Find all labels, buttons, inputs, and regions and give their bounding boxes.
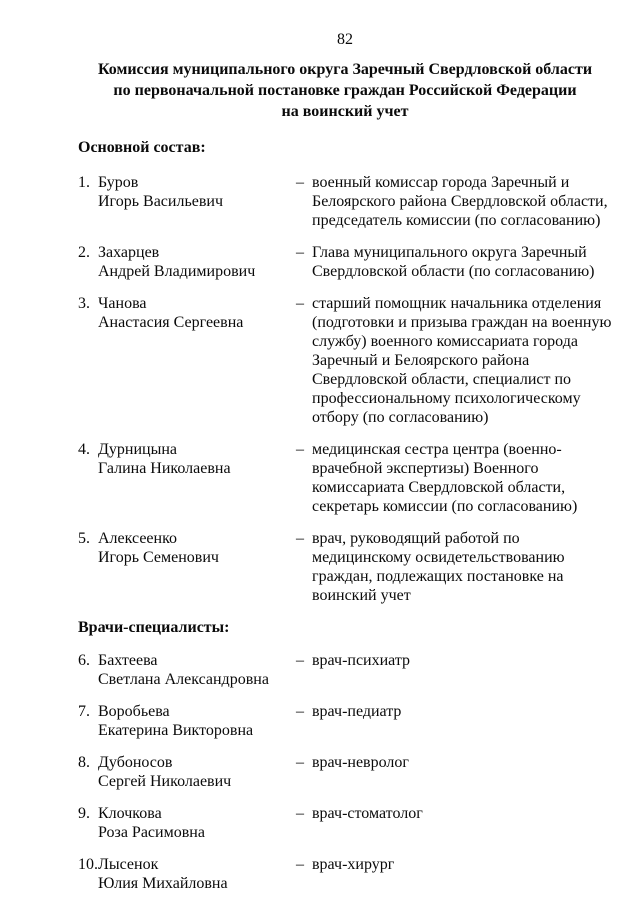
member-row — [78, 702, 612, 740]
member-number: 5. — [78, 530, 90, 547]
member-name — [98, 855, 296, 893]
section-heading-doctors: Врачи-специалисты: — [78, 619, 230, 636]
member-role: врач-педиатр — [312, 703, 402, 720]
dash-separator: – — [296, 244, 304, 261]
member-role: врач, руководящий работой по медицинскому освидетельствованию граждан, подлежащих постановке на воинский учет — [312, 530, 565, 604]
member-surname: Воробьева — [98, 703, 170, 720]
title-line-2: по первоначальной постановке граждан Российской Федерации — [113, 82, 577, 99]
member-number: 10. — [78, 856, 98, 873]
member-description — [296, 173, 612, 230]
member-list-doctors — [78, 651, 612, 893]
member-number: 7. — [78, 703, 90, 720]
member-name — [98, 173, 296, 230]
member-number: 3. — [78, 295, 90, 312]
member-role: врач-психиатр — [312, 652, 411, 669]
dash-separator: – — [296, 856, 304, 873]
member-description — [296, 440, 612, 516]
dash-separator: – — [296, 652, 304, 669]
member-given-names: Сергей Николаевич — [98, 773, 232, 790]
title-line-1: Комиссия муниципального округа Заречный Свердловской области — [97, 61, 593, 78]
member-role: врач-стоматолог — [312, 805, 423, 822]
member-name — [98, 440, 296, 516]
member-surname: Клочкова — [98, 805, 162, 822]
page-number: 82 — [337, 31, 353, 48]
member-given-names: Андрей Владимирович — [98, 263, 256, 280]
member-row — [78, 529, 612, 605]
member-number: 8. — [78, 754, 90, 771]
member-description — [296, 804, 612, 842]
member-surname: Алексеенко — [98, 530, 178, 547]
member-row — [78, 855, 612, 893]
dash-separator: – — [296, 441, 304, 458]
member-given-names: Екатерина Викторовна — [98, 722, 254, 739]
member-row — [78, 243, 612, 281]
member-description — [296, 529, 612, 605]
member-surname: Захарцев — [98, 244, 160, 261]
member-name — [98, 804, 296, 842]
document-title — [78, 59, 612, 122]
member-given-names: Юлия Михайловна — [98, 875, 228, 892]
member-description — [296, 753, 612, 791]
title-line-3: на воинский учет — [281, 103, 409, 120]
member-row — [78, 173, 612, 230]
section-main-staff — [78, 138, 612, 605]
member-description — [296, 243, 612, 281]
dash-separator: – — [296, 754, 304, 771]
member-number: 4. — [78, 441, 90, 458]
member-role: военный комиссар города Заречный и Белоярского района Свердловской области, председатель комиссии (по согласованию) — [312, 174, 608, 229]
member-surname: Лысенок — [98, 856, 159, 873]
member-name — [98, 294, 296, 427]
member-surname: Чанова — [98, 295, 147, 312]
member-number: 6. — [78, 652, 90, 669]
member-name — [98, 529, 296, 605]
section-heading-main-staff: Основной состав: — [78, 139, 206, 156]
member-surname: Буров — [98, 174, 139, 191]
member-number: 2. — [78, 244, 90, 261]
member-role: медицинская сестра центра (военно-врачебной экспертизы) Военного комиссариата Свердловской области, секретарь комиссии (по согласованию) — [312, 441, 578, 515]
member-row — [78, 753, 612, 791]
member-given-names: Анастасия Сергеевна — [98, 314, 244, 331]
member-number: 9. — [78, 805, 90, 822]
member-role: врач-невролог — [312, 754, 409, 771]
dash-separator: – — [296, 174, 304, 191]
member-surname: Бахтеева — [98, 652, 158, 669]
dash-separator: – — [296, 295, 304, 312]
member-given-names: Роза Расимовна — [98, 824, 205, 841]
member-description — [296, 294, 612, 427]
dash-separator: – — [296, 530, 304, 547]
member-row — [78, 651, 612, 689]
member-row — [78, 294, 612, 427]
member-name — [98, 651, 296, 689]
member-number: 1. — [78, 174, 90, 191]
member-list-main-staff — [78, 173, 612, 605]
member-description — [296, 855, 612, 893]
member-description — [296, 702, 612, 740]
member-given-names: Игорь Васильевич — [98, 193, 223, 210]
member-given-names: Светлана Александровна — [98, 671, 269, 688]
member-description — [296, 651, 612, 689]
member-name — [98, 753, 296, 791]
member-given-names: Галина Николаевна — [98, 460, 231, 477]
member-row — [78, 440, 612, 516]
member-role: старший помощник начальника отделения (подготовки и призыва граждан на военную службу) военного комиссариата города Заречный и Белоярского района Свердловской области, специалист по профессиональному психологическому отбору (по согласованию) — [312, 295, 612, 426]
dash-separator: – — [296, 805, 304, 822]
member-surname: Дурницына — [98, 441, 178, 458]
member-given-names: Игорь Семенович — [98, 549, 219, 566]
member-surname: Дубоносов — [98, 754, 173, 771]
section-doctors — [78, 618, 612, 893]
member-name — [98, 702, 296, 740]
member-name — [98, 243, 296, 281]
member-role: Глава муниципального округа Заречный Свердловской области (по согласованию) — [312, 244, 595, 280]
dash-separator: – — [296, 703, 304, 720]
member-row — [78, 804, 612, 842]
member-role: врач-хирург — [312, 856, 395, 873]
